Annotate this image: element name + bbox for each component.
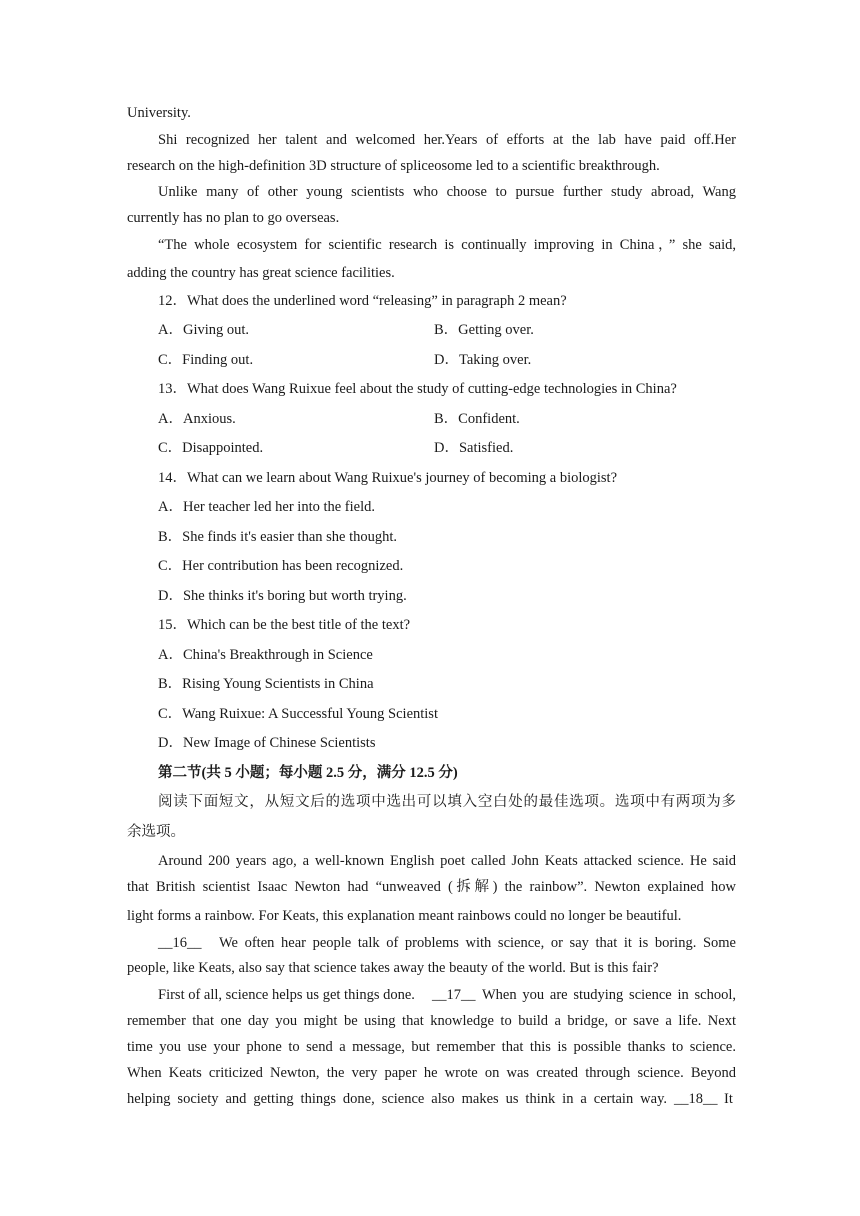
option-a: A．China's Breakthrough in Science [158,647,373,663]
option-b: B．She finds it's easier than she thought. [158,529,398,545]
question-stem: 13．What does Wang Ruixue feel about the study of cutting-edge technologies in China? [158,381,677,397]
passage-text: When Keats criticized Newton, the very paper he wrote on was created through science. Beyond [127,1065,736,1081]
option-b: B．Rising Young Scientists in China [158,676,374,692]
option-c: C．Wang Ruixue: A Successful Young Scientist [158,706,438,722]
passage-text: When you are studying science in school, [482,987,736,1003]
option-b: B．Getting over. [434,322,534,338]
option-d: D．New Image of Chinese Scientists [158,735,376,751]
passage-text: remember that one day you might be using that knowledge to build a bridge, or save a life. Next [127,1013,736,1029]
passage-text: that British scientist Isaac Newton had “unweaved (拆解) the rainbow”. Newton explained how [127,879,736,895]
passage-text: It [724,1091,733,1107]
option-c: C．Finding out. [158,352,254,368]
passage-text: Unlike many of other young scientists who choose to pursue further study abroad, Wang [158,184,736,200]
section-instructions: 余选项。 [127,824,185,840]
passage-text: We often hear people talk of problems with science, or say that it is boring. Some [219,935,736,951]
passage-text: time you use your phone to send a message, but remember that this is possible thanks to science. [127,1039,736,1055]
passage-text: research on the high-definition 3D structure of spliceosome led to a scientific breakthrough. [127,158,660,174]
option-d: D．Taking over. [434,352,532,368]
passage-text: University. [127,105,191,121]
passage-text: adding the country has great science facilities. [127,265,395,281]
question-stem: 15．Which can be the best title of the text? [158,617,411,633]
blank-16: __16__ [158,935,202,951]
section-instructions: 阅读下面短文，从短文后的选项中选出可以填入空白处的最佳选项。选项中有两项为多 [158,794,736,810]
section-heading: 第二节(共 5 小题；每小题 2.5 分，满分 12.5 分) [158,765,458,781]
passage-text: Around 200 years ago, a well-known English poet called John Keats attacked science. He said [158,853,736,869]
option-b: B．Confident. [434,411,520,427]
option-d: D．Satisfied. [434,440,514,456]
question-stem: 12．What does the underlined word “releasing” in paragraph 2 mean? [158,293,567,309]
passage-text: currently has no plan to go overseas. [127,210,340,226]
option-c: C．Disappointed. [158,440,264,456]
option-a: A．Giving out. [158,322,250,338]
passage-text: Shi recognized her talent and welcomed her.Years of efforts at the lab have paid off.Her [158,132,736,148]
passage-text: helping society and getting things done, science also makes us think in a certain way. [127,1091,667,1107]
option-a: A．Anxious. [158,411,236,427]
option-c: C．Her contribution has been recognized. [158,558,404,574]
option-a: A．Her teacher led her into the field. [158,499,376,515]
blank-17: __17__ [432,987,476,1003]
blank-18: __18__ [674,1091,718,1107]
option-d: D．She thinks it's boring but worth trying. [158,588,407,604]
question-stem: 14．What can we learn about Wang Ruixue's journey of becoming a biologist? [158,470,618,486]
passage-text: First of all, science helps us get things done. [158,987,415,1003]
passage-text: light forms a rainbow. For Keats, this explanation meant rainbows could no longer be beautiful. [127,908,682,924]
passage-text: “The whole ecosystem for scientific research is continually improving in China，” she said, [158,237,736,253]
passage-text: people, like Keats, also say that science takes away the beauty of the world. But is this fair? [127,960,659,976]
